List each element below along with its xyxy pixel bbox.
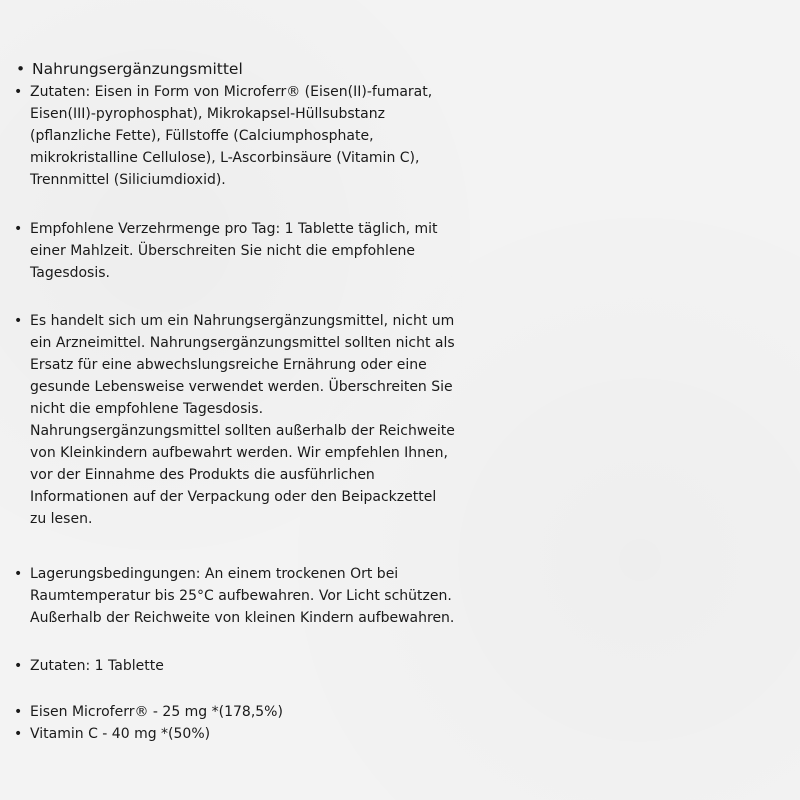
list-item-title bbox=[10, 58, 550, 80]
vitamin-c-amount: Vitamin C - 40 mg *(50%) bbox=[30, 726, 211, 742]
dosage-block bbox=[10, 218, 550, 284]
text-line: mikrokristalline Cellulose), L-Ascorbinsäure (Vitamin C), bbox=[30, 150, 420, 166]
text-line: Trennmittel (Siliciumdioxid). bbox=[30, 172, 226, 188]
text-line: vor der Einnahme des Produkts die ausführlichen bbox=[30, 467, 375, 483]
serving-size: Zutaten: 1 Tablette bbox=[30, 658, 164, 674]
bullet-icon: • bbox=[14, 658, 23, 674]
text-line: Es handelt sich um ein Nahrungsergänzungsmittel, nicht um bbox=[30, 313, 455, 329]
text-line: zu lesen. bbox=[30, 511, 93, 527]
nutrients-block bbox=[10, 701, 550, 745]
text-line: Lagerungsbedingungen: An einem trockenen Ort bei bbox=[30, 566, 399, 582]
text-line: Empfohlene Verzehrmenge pro Tag: 1 Tablette täglich, mit bbox=[30, 221, 438, 237]
text-line: Eisen(III)-pyrophosphat), Mikrokapsel-Hüllsubstanz bbox=[30, 106, 385, 122]
bullet-icon: • bbox=[14, 84, 23, 100]
text-line: Informationen auf der Verpackung oder den Beipackzettel bbox=[30, 489, 437, 505]
bullet-icon: • bbox=[14, 726, 23, 742]
list-item-notice bbox=[10, 310, 550, 530]
bullet-icon: • bbox=[14, 704, 23, 720]
product-type-title: Nahrungsergänzungsmittel bbox=[32, 60, 243, 78]
text-line: (pflanzliche Fette), Füllstoffe (Calciumphosphate, bbox=[30, 128, 374, 144]
text-line: gesunde Lebensweise verwendet werden. Überschreiten Sie bbox=[30, 379, 453, 395]
list-item-serving bbox=[10, 655, 550, 677]
text-line: von Kleinkindern aufbewahrt werden. Wir empfehlen Ihnen, bbox=[30, 445, 448, 461]
list-item-iron bbox=[10, 701, 550, 723]
text-line: Raumtemperatur bis 25°C aufbewahren. Vor Licht schützen. bbox=[30, 588, 452, 604]
bullet-icon: • bbox=[14, 566, 23, 582]
list-item-ingredients bbox=[10, 81, 550, 191]
text-line: nicht die empfohlene Tagesdosis. bbox=[30, 401, 264, 417]
serving-block bbox=[10, 655, 550, 677]
text-line: Außerhalb der Reichweite von kleinen Kindern aufbewahren. bbox=[30, 610, 455, 626]
text-line: Ersatz für eine abwechslungsreiche Ernährung oder eine bbox=[30, 357, 427, 373]
list-item-dosage bbox=[10, 218, 550, 284]
text-line: Tagesdosis. bbox=[30, 265, 110, 281]
bullet-icon: • bbox=[16, 60, 26, 78]
text-line: einer Mahlzeit. Überschreiten Sie nicht die empfohlene bbox=[30, 243, 416, 259]
list-item-vitamin-c bbox=[10, 723, 550, 745]
ingredients-block bbox=[10, 81, 550, 191]
notice-block bbox=[10, 310, 550, 530]
bullet-icon: • bbox=[14, 221, 23, 237]
text-line: Zutaten: Eisen in Form von Microferr® (Eisen(II)-fumarat, bbox=[30, 84, 433, 100]
text-line: ein Arzneimittel. Nahrungsergänzungsmittel sollten nicht als bbox=[30, 335, 455, 351]
list-item-storage bbox=[10, 563, 550, 629]
title-block bbox=[10, 58, 550, 80]
storage-block bbox=[10, 563, 550, 629]
text-line: Nahrungsergänzungsmittel sollten außerhalb der Reichweite bbox=[30, 423, 455, 439]
iron-amount: Eisen Microferr® - 25 mg *(178,5%) bbox=[30, 704, 283, 720]
bullet-icon: • bbox=[14, 313, 23, 329]
